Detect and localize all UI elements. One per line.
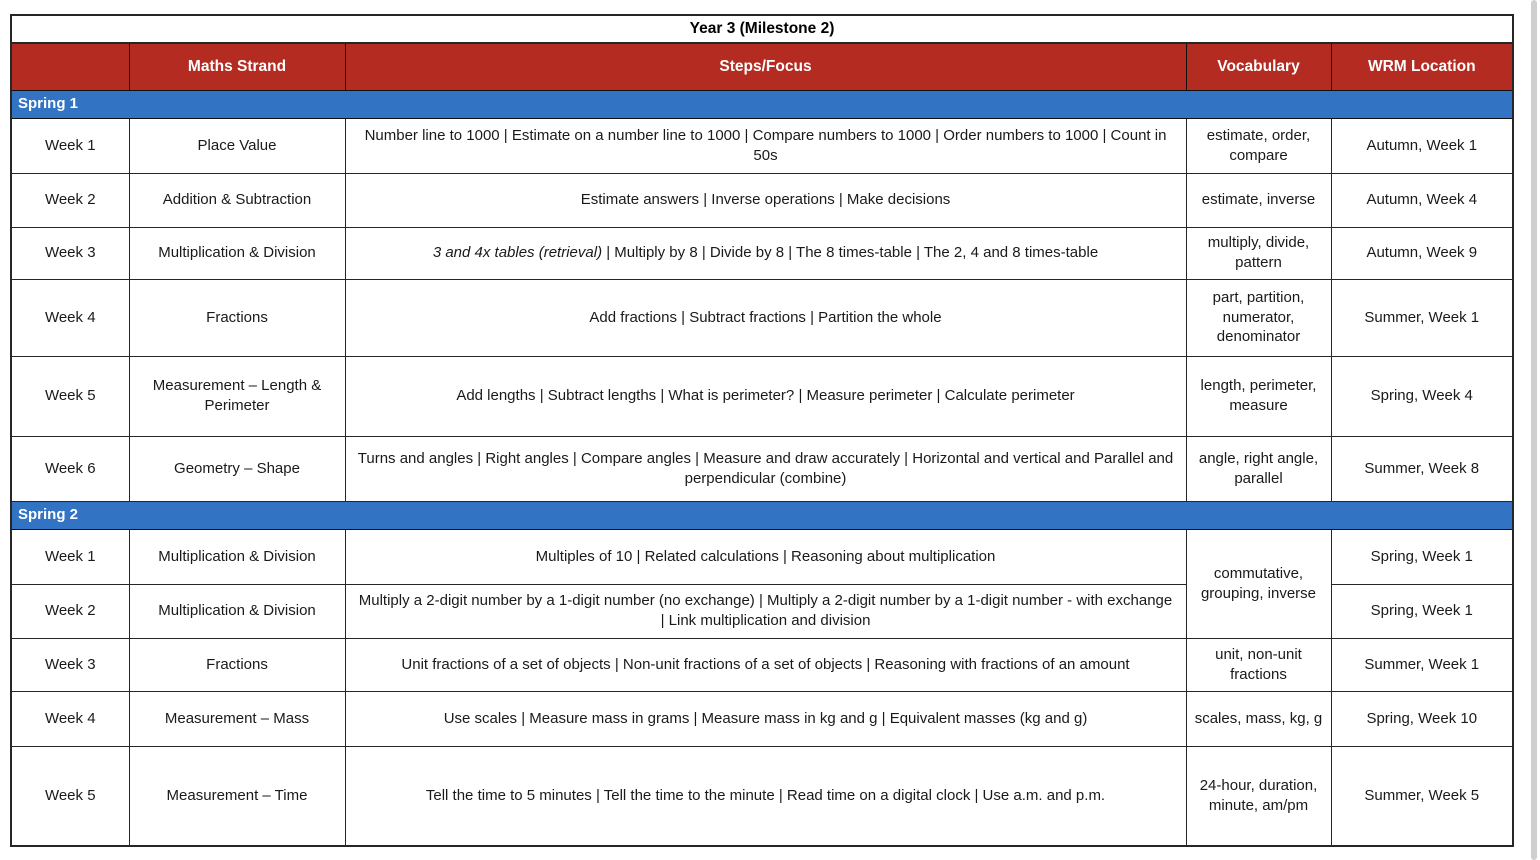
table-row: [11, 279, 1513, 356]
vocab-cell: 24-hour, duration, minute, am/pm: [1186, 746, 1331, 846]
vocab-cell: length, perimeter, measure: [1186, 356, 1331, 436]
week-cell: Week 5: [11, 356, 129, 436]
steps-cell: Use scales | Measure mass in grams | Measure mass in kg and g | Equivalent masses (kg and g): [345, 691, 1186, 746]
scrollbar[interactable]: [1531, 0, 1537, 860]
header-week: [11, 43, 129, 90]
wrm-cell: Autumn, Week 4: [1331, 173, 1513, 227]
steps-italic-text: 3 and 4x tables (retrieval): [432, 244, 603, 262]
table-row: [11, 691, 1513, 746]
header-steps-focus: Steps/Focus: [345, 43, 1186, 90]
vocab-cell: commutative, grouping, inverse: [1186, 529, 1331, 638]
wrm-cell: Spring, Week 1: [1331, 584, 1513, 638]
vocab-cell: part, partition, numerator, denominator: [1186, 279, 1331, 356]
wrm-cell: Autumn, Week 9: [1331, 227, 1513, 279]
strand-cell: Multiplication & Division: [129, 529, 345, 584]
header-vocabulary: Vocabulary: [1186, 43, 1331, 90]
week-cell: Week 6: [11, 436, 129, 501]
vocab-cell: unit, non-unit fractions: [1186, 638, 1331, 691]
steps-cell: Add fractions | Subtract fractions | Partition the whole: [345, 279, 1186, 356]
wrm-cell: Summer, Week 5: [1331, 746, 1513, 846]
steps-cell: Estimate answers | Inverse operations | Make decisions: [345, 173, 1186, 227]
week-cell: Week 4: [11, 279, 129, 356]
week-cell: Week 3: [11, 227, 129, 279]
vocab-cell: estimate, inverse: [1186, 173, 1331, 227]
table-row: [11, 356, 1513, 436]
steps-cell: Multiply a 2-digit number by a 1-digit number (no exchange) | Multiply a 2-digit number by a 1-digit number - with exchange | Link multiplication and division: [345, 584, 1186, 638]
steps-text: | Multiply by 8 | Divide by 8 | The 8 times-table | The 2, 4 and 8 times-table: [602, 244, 1099, 262]
week-cell: Week 2: [11, 584, 129, 638]
strand-cell: Fractions: [129, 638, 345, 691]
table-title: Year 3 (Milestone 2): [11, 15, 1513, 43]
strand-cell: Place Value: [129, 118, 345, 173]
steps-cell: Multiples of 10 | Related calculations | Reasoning about multiplication: [345, 529, 1186, 584]
header-wrm-location: WRM Location: [1331, 43, 1513, 90]
table-body: [11, 90, 1513, 846]
wrm-cell: Spring, Week 10: [1331, 691, 1513, 746]
steps-cell: Turns and angles | Right angles | Compare angles | Measure and draw accurately | Horizontal and vertical and Parallel and perpendicular (combine): [345, 436, 1186, 501]
wrm-cell: Spring, Week 4: [1331, 356, 1513, 436]
vocab-cell: estimate, order, compare: [1186, 118, 1331, 173]
week-cell: Week 2: [11, 173, 129, 227]
section-banner-label: Spring 2: [11, 501, 1513, 529]
steps-cell: Unit fractions of a set of objects | Non-unit fractions of a set of objects | Reasoning with fractions of an amount: [345, 638, 1186, 691]
table-row: [11, 227, 1513, 279]
wrm-cell: Summer, Week 1: [1331, 638, 1513, 691]
week-cell: Week 1: [11, 529, 129, 584]
section-banner-row: [11, 501, 1513, 529]
wrm-cell: Spring, Week 1: [1331, 529, 1513, 584]
table-row: [11, 118, 1513, 173]
steps-cell: Tell the time to 5 minutes | Tell the time to the minute | Read time on a digital clock | Use a.m. and p.m.: [345, 746, 1186, 846]
section-banner-row: [11, 90, 1513, 118]
table-row: [11, 746, 1513, 846]
table-row: [11, 436, 1513, 501]
wrm-cell: Autumn, Week 1: [1331, 118, 1513, 173]
strand-cell: Measurement – Mass: [129, 691, 345, 746]
strand-cell: Geometry – Shape: [129, 436, 345, 501]
table-title-row: [11, 15, 1513, 43]
wrm-cell: Summer, Week 1: [1331, 279, 1513, 356]
vocab-cell: angle, right angle, parallel: [1186, 436, 1331, 501]
wrm-cell: Summer, Week 8: [1331, 436, 1513, 501]
vocab-cell: scales, mass, kg, g: [1186, 691, 1331, 746]
strand-cell: Fractions: [129, 279, 345, 356]
table-row: [11, 529, 1513, 584]
week-cell: Week 3: [11, 638, 129, 691]
curriculum-table: [10, 14, 1514, 847]
week-cell: Week 5: [11, 746, 129, 846]
section-banner-label: Spring 1: [11, 90, 1513, 118]
week-cell: Week 4: [11, 691, 129, 746]
table-row: [11, 638, 1513, 691]
week-cell: Week 1: [11, 118, 129, 173]
strand-cell: Addition & Subtraction: [129, 173, 345, 227]
strand-cell: Measurement – Length & Perimeter: [129, 356, 345, 436]
strand-cell: Multiplication & Division: [129, 584, 345, 638]
vocab-cell: multiply, divide, pattern: [1186, 227, 1331, 279]
strand-cell: Measurement – Time: [129, 746, 345, 846]
steps-cell: [345, 227, 1186, 279]
table-header-row: [11, 43, 1513, 90]
table-row: [11, 173, 1513, 227]
header-maths-strand: Maths Strand: [129, 43, 345, 90]
steps-cell: Add lengths | Subtract lengths | What is perimeter? | Measure perimeter | Calculate perimeter: [345, 356, 1186, 436]
steps-cell: Number line to 1000 | Estimate on a number line to 1000 | Compare numbers to 1000 | Order numbers to 1000 | Count in 50s: [345, 118, 1186, 173]
strand-cell: Multiplication & Division: [129, 227, 345, 279]
